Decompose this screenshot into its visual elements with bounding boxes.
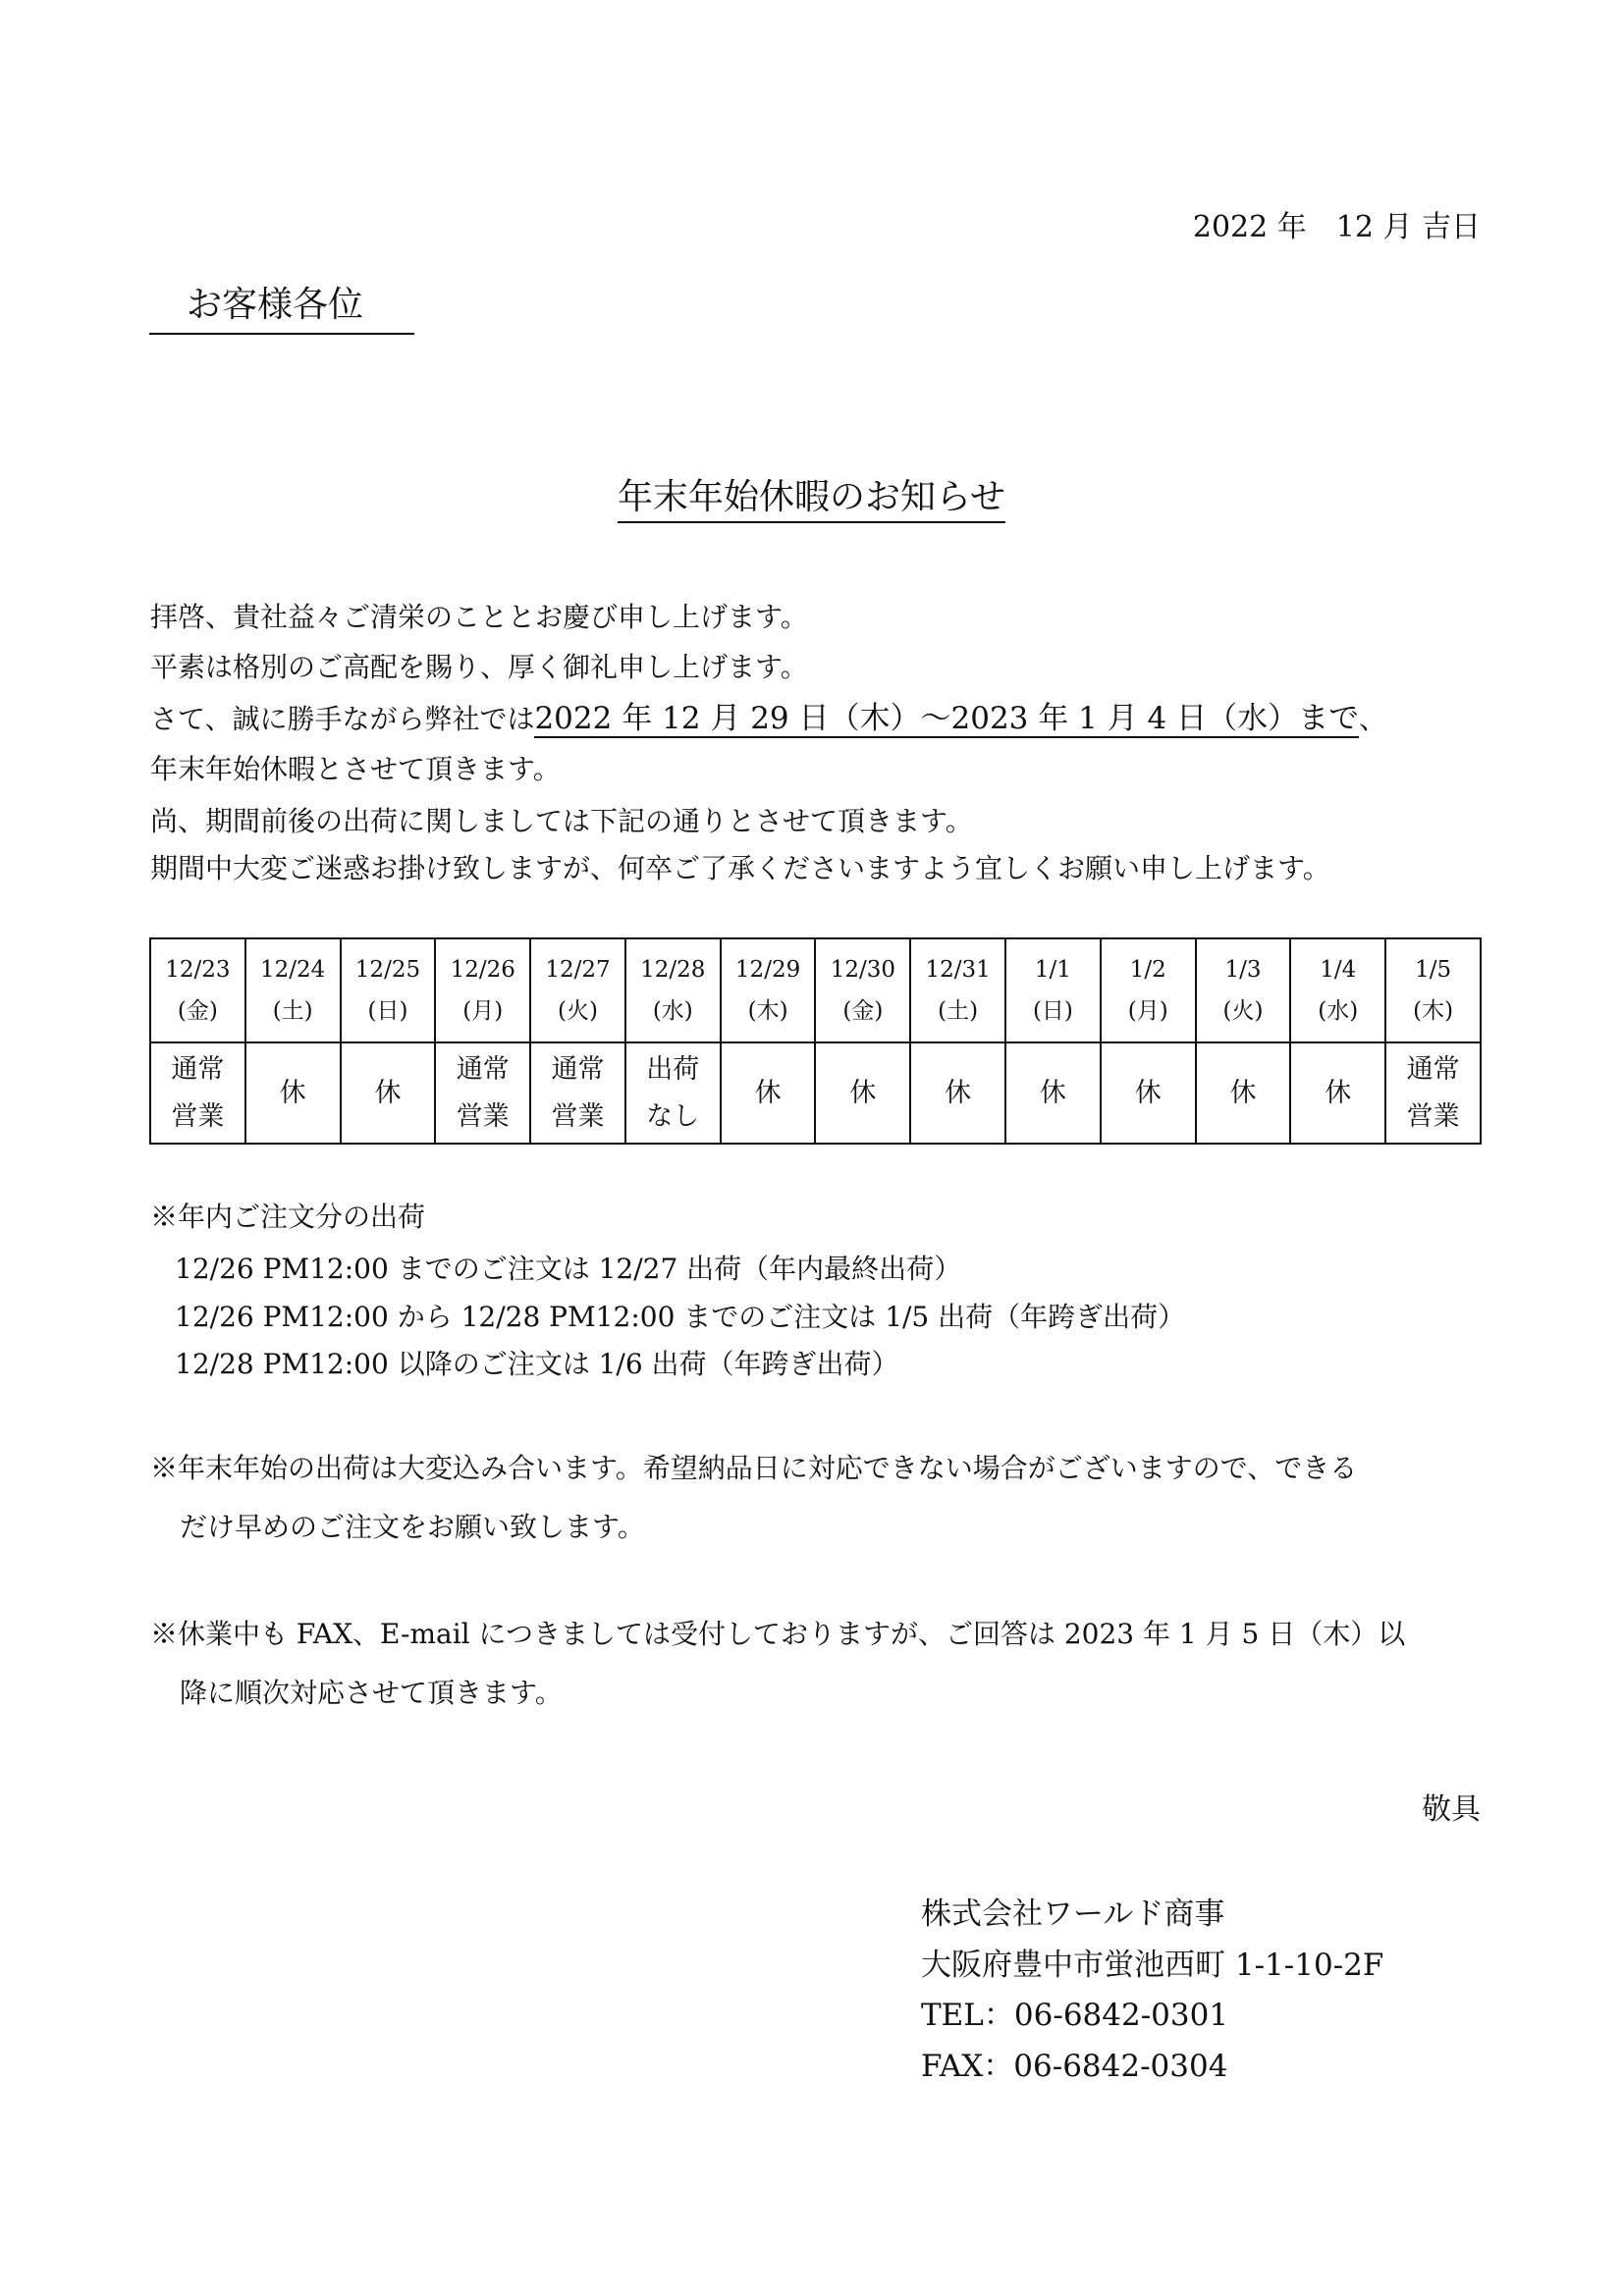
schedule-status-cell [815,1042,910,1144]
schedule-weekday: (火) [558,998,598,1024]
schedule-status-cell [530,1042,625,1144]
schedule-weekday: (日) [1032,998,1073,1024]
schedule-status-cell [1290,1042,1385,1144]
document-title-wrap [0,469,1623,519]
body-line-3 [150,693,1386,737]
document-title: 年末年始休暇のお知らせ [618,477,1005,523]
schedule-weekday: (月) [462,998,504,1024]
schedule-status-line-2: 営業 [456,1100,510,1132]
schedule-status-line-2: 営業 [551,1100,605,1132]
schedule-date: 12/24 [260,957,326,983]
schedule-weekday: (水) [1318,998,1359,1024]
schedule-status: 休 [1229,1077,1257,1108]
schedule-status-cell [625,1042,721,1144]
schedule-date-cell [815,938,910,1042]
schedule-status: 通常 [551,1053,605,1085]
shipping-item-3: 12/28 PM12:00 以降のご注文は 1/6 出荷（年跨ぎ出荷） [175,1348,899,1380]
schedule-date-cell [341,938,436,1042]
schedule-date-row [150,938,1481,1042]
schedule-status-cell [1385,1042,1481,1144]
company-address: 大阪府豊中市蛍池西町 1-1-10-2F [921,1948,1384,1983]
shipping-item-1: 12/26 PM12:00 までのご注文は 12/27 出荷（年内最終出荷） [175,1253,962,1285]
schedule-status: 休 [754,1077,782,1108]
schedule-weekday: (木) [747,998,788,1024]
schedule-date-cell [1290,938,1385,1042]
schedule-date: 1/1 [1034,957,1071,983]
schedule-status-cell [721,1042,816,1144]
schedule-weekday: (土) [938,998,979,1024]
schedule-date-cell [1196,938,1291,1042]
schedule-date: 1/2 [1129,957,1166,983]
note-1-line-1: ※年末年始の出荷は大変込み合います。希望納品日に対応できない場合がございますので、できる [150,1452,1358,1484]
note-1-line-2: だけ早めのご注文をお願い致します。 [180,1511,645,1543]
schedule-status-line-2: 営業 [171,1100,225,1132]
schedule-weekday: (水) [652,998,693,1024]
schedule-status: 休 [1325,1077,1352,1108]
schedule-status-cell [910,1042,1005,1144]
schedule-status-line-2: 営業 [1406,1100,1460,1132]
schedule-status: 通常 [456,1053,510,1085]
schedule-date-cell [245,938,341,1042]
issue-date: 2022 年 12 月 吉日 [1192,210,1481,244]
schedule-status-cell [150,1042,245,1144]
schedule-date: 1/4 [1320,957,1357,983]
schedule-date: 12/27 [545,957,611,983]
schedule-date: 12/30 [830,957,895,983]
schedule-date-cell [530,938,625,1042]
schedule-date: 12/29 [734,957,801,983]
schedule-weekday: (金) [177,998,218,1024]
schedule-status-cell [245,1042,341,1144]
shipping-item-2: 12/26 PM12:00 から 12/28 PM12:00 までのご注文は 1/5 出荷（年跨ぎ出荷） [175,1301,1186,1333]
schedule-status: 通常 [1406,1053,1460,1085]
schedule-date-cell [721,938,816,1042]
body-line-4: 年末年始休暇とさせて頂きます。 [150,753,561,785]
addressee: お客様各位 [149,277,414,335]
schedule-date: 1/5 [1415,957,1452,983]
schedule-status-row [150,1042,1481,1144]
schedule-date: 12/26 [450,957,515,983]
holiday-period: 2022 年 12 月 29 日（木）～2023 年 1 月 4 日（水）まで [534,701,1360,736]
schedule-weekday: (木) [1413,998,1454,1024]
schedule-status: 休 [945,1077,972,1108]
schedule-date: 12/23 [165,957,231,983]
schedule-status: 休 [1039,1077,1066,1108]
shipping-heading: ※年内ご注文分の出荷 [150,1201,426,1233]
body-line-5: 尚、期間前後の出荷に関しましては下記の通りとさせて頂きます。 [150,805,973,837]
schedule-status-cell [435,1042,530,1144]
schedule-status-cell [1005,1042,1101,1144]
schedule-date-cell [1101,938,1196,1042]
schedule-status-cell [341,1042,436,1144]
schedule-table [149,937,1482,1145]
schedule-status-cell [1101,1042,1196,1144]
body-line-3-pre: さて、誠に勝手ながら弊社では [150,703,535,735]
schedule-date-cell [435,938,530,1042]
schedule-status-line-2: なし [646,1100,700,1132]
schedule-status: 休 [849,1077,877,1108]
schedule-date: 12/28 [640,957,706,983]
schedule-weekday: (土) [272,998,313,1024]
company-name: 株式会社ワールド商事 [921,1896,1225,1932]
note-2-line-1: ※休業中も FAX、E-mail につきましては受付しておりますが、ご回答は 2023 年 1 月 5 日（木）以 [150,1618,1406,1650]
schedule-date-cell [1005,938,1101,1042]
schedule-weekday: (日) [367,998,408,1024]
schedule-status: 休 [1134,1077,1162,1108]
company-fax: FAX：06-6842-0304 [921,2049,1228,2084]
schedule-date: 1/3 [1224,957,1262,983]
body-line-3-post: 、 [1359,703,1387,735]
schedule-status-cell [1196,1042,1291,1144]
schedule-weekday: (月) [1127,998,1168,1024]
note-2-line-2: 降に順次対応させて頂きます。 [180,1677,563,1709]
schedule-weekday: (金) [842,998,884,1024]
schedule-date: 12/25 [354,957,421,983]
schedule-date-cell [625,938,721,1042]
body-line-2: 平素は格別のご高配を賜り、厚く御礼申し上げます。 [150,651,808,683]
body-line-1: 拝啓、貴社益々ご清栄のこととお慶び申し上げます。 [150,601,808,633]
schedule-date-cell [1385,938,1481,1042]
schedule-date: 12/31 [925,957,991,983]
schedule-status: 休 [374,1077,402,1108]
schedule-date-cell [910,938,1005,1042]
body-line-6: 期間中大変ご迷惑お掛け致しますが、何卒ご了承くださいますよう宜しくお願い申し上げます。 [150,852,1330,884]
schedule-status: 休 [279,1077,306,1108]
schedule-status: 出荷 [646,1053,700,1085]
schedule-status: 通常 [171,1053,225,1085]
schedule-date-cell [150,938,245,1042]
schedule-weekday: (火) [1222,998,1264,1024]
closing-word: 敬具 [1422,1792,1481,1827]
company-tel: TEL：06-6842-0301 [921,1998,1229,2033]
